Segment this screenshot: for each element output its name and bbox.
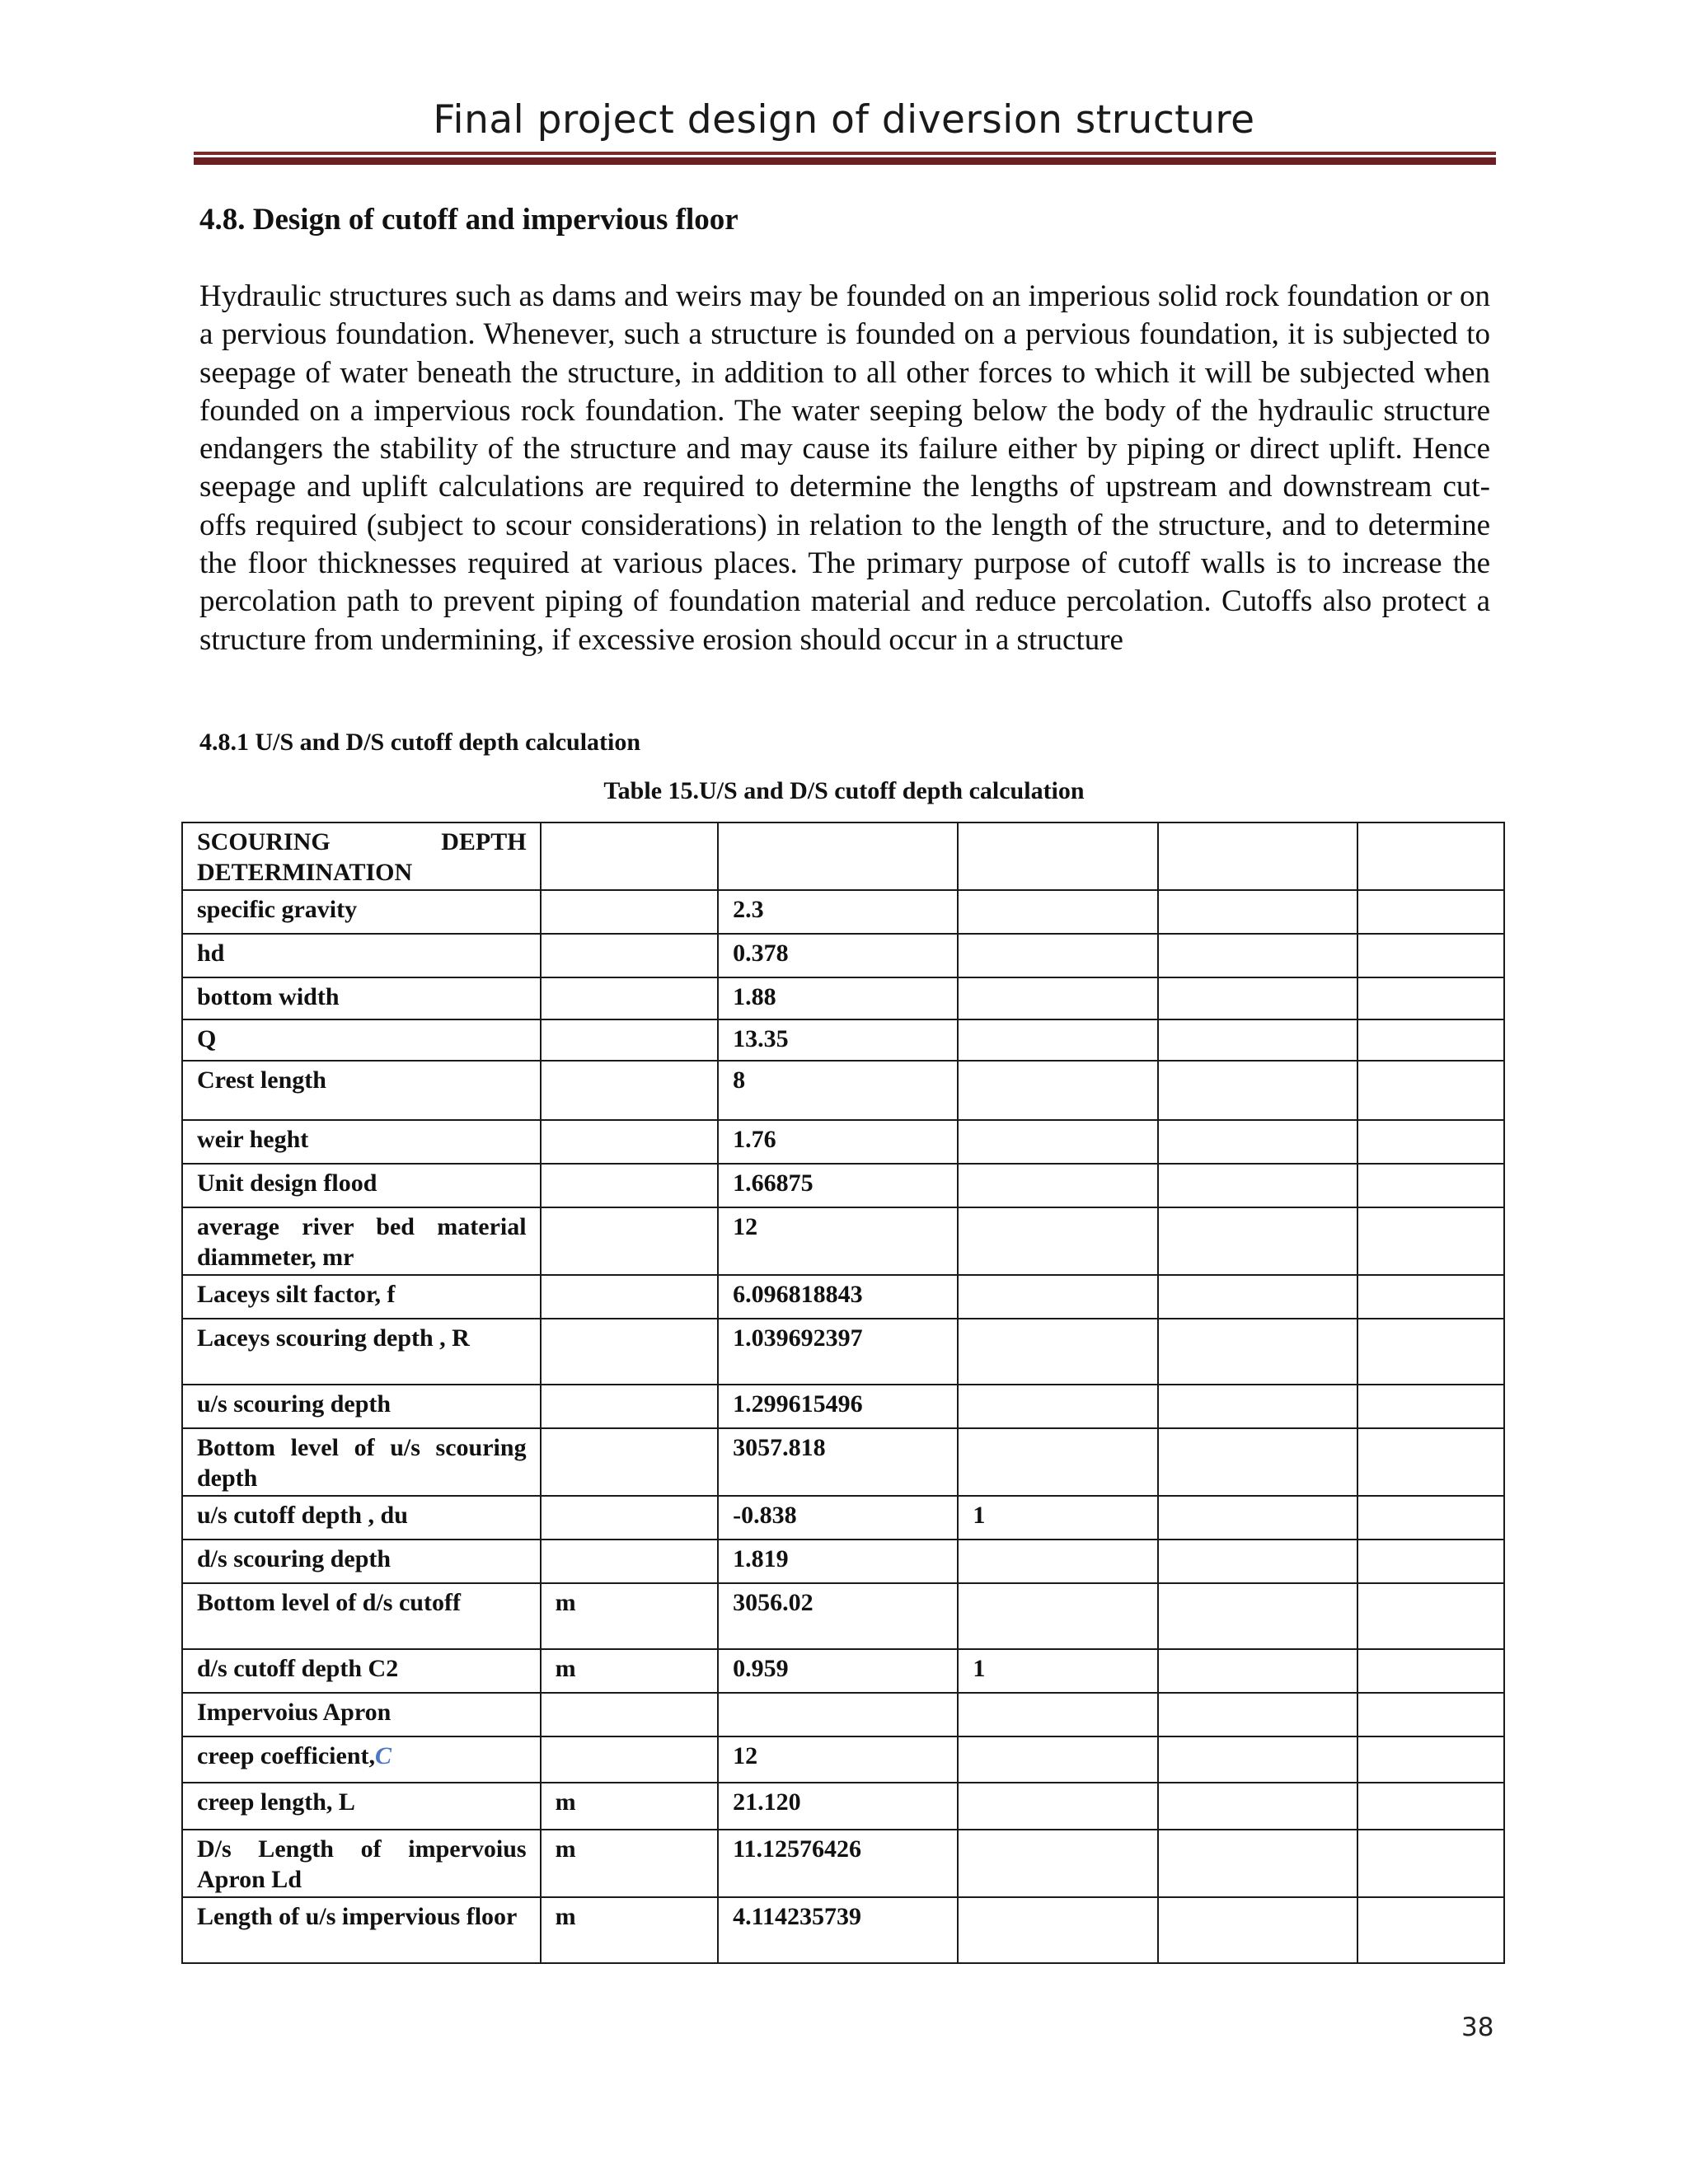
table-cell: [1158, 1164, 1357, 1207]
table-cell: [958, 1428, 1158, 1496]
table-cell: [1357, 1207, 1504, 1275]
table-cell: [718, 1319, 958, 1385]
table-cell: [541, 1540, 719, 1583]
table-cell: [958, 1385, 1158, 1428]
table-cell-text: m: [555, 1835, 576, 1863]
table-cell: [1158, 823, 1357, 890]
table-cell: [541, 1385, 719, 1428]
table-cell-text: 12: [733, 1213, 758, 1240]
table-cell: [958, 1275, 1158, 1319]
table-cell: [1158, 1207, 1357, 1275]
table-cell-text: 11.12576426: [733, 1835, 862, 1863]
table-cell-text: 3056.02: [733, 1589, 814, 1616]
table-cell: [1158, 1897, 1357, 1963]
table-cell-text: Length of u/s impervious floor: [197, 1903, 518, 1930]
table-row: [182, 1736, 1504, 1783]
table-cell: [1357, 890, 1504, 934]
table-cell: [1357, 1583, 1504, 1649]
table-cell: [541, 1120, 719, 1164]
table-row: [182, 890, 1504, 934]
table-cell-text: 1.039692397: [733, 1324, 863, 1352]
table-cell: [541, 823, 719, 890]
table-cell: [718, 1496, 958, 1540]
table-cell: [541, 1897, 719, 1963]
table-cell: [1357, 1019, 1504, 1061]
table-cell: [1357, 1120, 1504, 1164]
table-cell: [1158, 1428, 1357, 1496]
table-cell: [1357, 1830, 1504, 1897]
table-cell: [182, 1428, 541, 1496]
table-cell: [1158, 1583, 1357, 1649]
header-rule-thick: [194, 157, 1496, 165]
table-cell: [1158, 1830, 1357, 1897]
table-cell: [958, 1649, 1158, 1693]
table-cell: [182, 1120, 541, 1164]
table-cell: [1158, 1649, 1357, 1693]
table-cell-text: weir heght: [197, 1126, 309, 1153]
table-cell: [182, 1830, 541, 1897]
table-cell: [958, 1830, 1158, 1897]
table-cell: [718, 1164, 958, 1207]
table-cell: [1158, 1693, 1357, 1736]
table-cell: [182, 1649, 541, 1693]
table-cell: [718, 1428, 958, 1496]
subsection-heading: 4.8.1 U/S and D/S cutoff depth calculation: [199, 729, 641, 756]
table-cell: [718, 1385, 958, 1428]
table-cell: [1158, 1385, 1357, 1428]
table-cell: [718, 1275, 958, 1319]
table-cell-text: m: [555, 1655, 576, 1682]
table-row: [182, 1019, 1504, 1061]
table-row: [182, 1319, 1504, 1385]
table-cell: [958, 1496, 1158, 1540]
table-cell: [718, 1019, 958, 1061]
table-cell: [541, 1830, 719, 1897]
table-cell: [1158, 1783, 1357, 1830]
table-cell: [958, 1783, 1158, 1830]
table-cell-text: Unit design flood: [197, 1169, 377, 1197]
table-cell-text: 2.3: [733, 896, 764, 923]
table-cell: [1158, 934, 1357, 977]
table-cell: [718, 977, 958, 1019]
table-cell: [541, 1428, 719, 1496]
table-cell-text: u/s scouring depth: [197, 1390, 392, 1418]
table-cell: [1158, 1120, 1357, 1164]
table-cell: [182, 1019, 541, 1061]
table-cell: [182, 1783, 541, 1830]
table-cell-text: 8: [733, 1066, 746, 1094]
table-cell-text: creep length, L: [197, 1788, 355, 1816]
table-cell: [718, 890, 958, 934]
table-cell-text: 1.66875: [733, 1169, 814, 1197]
header-rule-thin: [194, 152, 1496, 155]
table-cell: [958, 1540, 1158, 1583]
table-cell: [1357, 1275, 1504, 1319]
table-cell-text: -0.838: [733, 1502, 797, 1529]
table-cell: [1357, 1428, 1504, 1496]
table-cell: [718, 1897, 958, 1963]
table-cell-text: m: [555, 1903, 576, 1930]
table-cell: [1158, 977, 1357, 1019]
creep-coefficient-symbol: C: [375, 1742, 392, 1769]
table-cell: [1158, 890, 1357, 934]
table-cell: [182, 1693, 541, 1736]
table-cell: [1357, 1385, 1504, 1428]
table-cell: [541, 1496, 719, 1540]
table-cell-text: Bottom level of u/s scouring depth: [197, 1434, 527, 1492]
table-row: [182, 1496, 1504, 1540]
table-cell-text: 0.378: [733, 940, 789, 967]
table-cell: [718, 934, 958, 977]
table-cell: [958, 1120, 1158, 1164]
table-cell: [958, 823, 1158, 890]
table-cell: [541, 1207, 719, 1275]
table-cell: [541, 1783, 719, 1830]
table-cell-text: 6.096818843: [733, 1281, 863, 1308]
table-caption: Table 15.U/S and D/S cutoff depth calculation: [603, 777, 1085, 804]
table-cell: [541, 1693, 719, 1736]
table-cell: [1158, 1061, 1357, 1120]
table-cell: [1357, 1649, 1504, 1693]
table-cell-text: 12: [733, 1742, 758, 1769]
table-cell-text: bottom width: [197, 983, 340, 1010]
table-cell: [718, 1649, 958, 1693]
table-cell: [958, 1897, 1158, 1963]
section-heading: 4.8. Design of cutoff and impervious floor: [199, 203, 738, 237]
table-cell: [182, 1736, 541, 1783]
table-row: [182, 1207, 1504, 1275]
table-row: [182, 823, 1504, 890]
table-cell: [1158, 1275, 1357, 1319]
table-cell-text: 4.114235739: [733, 1903, 862, 1930]
table-cell: [958, 1019, 1158, 1061]
table-cell: [718, 1061, 958, 1120]
table-cell-text: Bottom level of d/s cutoff: [197, 1589, 461, 1616]
table-cell: [718, 1207, 958, 1275]
table-cell: [958, 1061, 1158, 1120]
table-cell: [1357, 977, 1504, 1019]
table-cell-text: 1.299615496: [733, 1390, 863, 1418]
table-cell: [182, 1319, 541, 1385]
table-cell: [958, 1164, 1158, 1207]
table-cell: [182, 890, 541, 934]
table-cell-text: 1.819: [733, 1545, 789, 1572]
page-number: 38: [1461, 2013, 1494, 2042]
table-cell: [182, 1275, 541, 1319]
table-cell: [182, 1496, 541, 1540]
table-cell: [1357, 1164, 1504, 1207]
table-cell-text: SCOURING DEPTH DETERMINATION: [197, 828, 527, 886]
table-row: [182, 1783, 1504, 1830]
table-cell: [541, 890, 719, 934]
table-cell: [1158, 1019, 1357, 1061]
table-cell: [718, 1693, 958, 1736]
table-cell: [718, 1783, 958, 1830]
table-cell: [958, 977, 1158, 1019]
table-cell-text: d/s scouring depth: [197, 1545, 392, 1572]
table-cell: [541, 1319, 719, 1385]
table-cell: [541, 1275, 719, 1319]
table-cell: [1357, 1319, 1504, 1385]
table-cell: [718, 823, 958, 890]
table-cell: [958, 1319, 1158, 1385]
table-cell: [182, 823, 541, 890]
table-cell: [182, 1897, 541, 1963]
table-cell: [182, 1061, 541, 1120]
table-cell: [718, 1540, 958, 1583]
table-cell: [182, 977, 541, 1019]
table-cell: [182, 1207, 541, 1275]
table-cell-text: creep coefficient,: [197, 1742, 375, 1769]
table-cell: [541, 1736, 719, 1783]
table-row: [182, 1540, 1504, 1583]
table-row: [182, 1385, 1504, 1428]
table-cell-text: Impervoius Apron: [197, 1699, 392, 1726]
table-cell-text: 1: [973, 1655, 986, 1682]
table-cell-text: u/s cutoff depth , du: [197, 1502, 408, 1529]
table-row: [182, 934, 1504, 977]
table-cell-text: 3057.818: [733, 1434, 826, 1461]
table-cell: [958, 1207, 1158, 1275]
table-cell: [541, 934, 719, 977]
table-cell: [958, 934, 1158, 977]
table-row: [182, 1061, 1504, 1120]
table-cell: [1357, 1736, 1504, 1783]
table-cell: [541, 977, 719, 1019]
table-cell: [182, 1164, 541, 1207]
body-paragraph: Hydraulic structures such as dams and weirs may be founded on an imperious solid rock foundation or on a pervious foundation. Whenever, such a structure is founded on a pervious foundation, it is subjected to seepage of water beneath the structure, in addition to all other forces to which it will be subjected when founded on a impervious rock foundation. The water seeping below the body of the hydraulic structure endangers the stability of the structure and may cause its failure either by piping or direct uplift. Hence seepage and uplift calculations are required to determine the lengths of upstream and downstream cut-offs required (subject to scour considerations) in relation to the length of the structure, and to determine the floor thicknesses required at various places. The primary purpose of cutoff walls is to increase the percolation path to prevent piping of foundation material and reduce percolation. Cutoffs also protect a structure from undermining, if excessive erosion should occur in a structure: [199, 279, 1490, 657]
table-cell-text: d/s cutoff depth C2: [197, 1655, 399, 1682]
table-cell: [1357, 1783, 1504, 1830]
table-row: [182, 1583, 1504, 1649]
table-row: [182, 1164, 1504, 1207]
table-cell: [182, 934, 541, 977]
table-cell-text: Crest length: [197, 1066, 326, 1094]
table-cell-text: Laceys scouring depth , R: [197, 1324, 470, 1352]
table-cell: [1357, 823, 1504, 890]
table-cell-text: 13.35: [733, 1025, 789, 1052]
table-cell: [1357, 1496, 1504, 1540]
table-cell-text: Laceys silt factor, f: [197, 1281, 396, 1308]
table-cell: [958, 890, 1158, 934]
table-row: [182, 1649, 1504, 1693]
table-row: [182, 1275, 1504, 1319]
table-cell: [541, 1061, 719, 1120]
table-row: [182, 1428, 1504, 1496]
table-cell: [1158, 1736, 1357, 1783]
table-cell: [1357, 1693, 1504, 1736]
table-cell: [541, 1164, 719, 1207]
table-cell: [958, 1693, 1158, 1736]
table-cell: [1158, 1319, 1357, 1385]
table-cell-text: m: [555, 1589, 576, 1616]
table-cell: [182, 1583, 541, 1649]
table-cell: [1357, 1061, 1504, 1120]
table-cell-text: hd: [197, 940, 225, 967]
table-cell-text: 0.959: [733, 1655, 789, 1682]
table-cell: [182, 1385, 541, 1428]
table-cell: [718, 1583, 958, 1649]
table-row: [182, 1693, 1504, 1736]
table-row: [182, 1897, 1504, 1963]
table-cell: [718, 1736, 958, 1783]
table-cell-text: specific gravity: [197, 896, 358, 923]
running-header-title: Final project design of diversion structure: [433, 97, 1255, 143]
table-cell-text: 21.120: [733, 1788, 801, 1816]
table-cell: [1357, 1897, 1504, 1963]
table-cell-text: average river bed material diammeter, mr: [197, 1213, 527, 1271]
table-cell: [1158, 1496, 1357, 1540]
table-cell-text: D/s Length of impervoius Apron Ld: [197, 1835, 527, 1893]
table-cell-text: m: [555, 1788, 576, 1816]
table-row: [182, 1830, 1504, 1897]
table-row: [182, 1120, 1504, 1164]
table-cell-text: 1.88: [733, 983, 776, 1010]
table-cell-text: 1: [973, 1502, 986, 1529]
table-cell: [1357, 934, 1504, 977]
table-cell: [958, 1736, 1158, 1783]
table-cell-text: 1.76: [733, 1126, 776, 1153]
table-cell: [182, 1540, 541, 1583]
table-cell: [958, 1583, 1158, 1649]
table-cell: [718, 1830, 958, 1897]
table-cell-text: Q: [197, 1025, 217, 1052]
table-cell: [541, 1019, 719, 1061]
table-cell: [718, 1120, 958, 1164]
table-cell: [541, 1583, 719, 1649]
table-cell: [1357, 1540, 1504, 1583]
table-row: [182, 977, 1504, 1019]
table-cell: [1158, 1540, 1357, 1583]
table-cell: [541, 1649, 719, 1693]
cutoff-depth-table: [181, 822, 1505, 1964]
